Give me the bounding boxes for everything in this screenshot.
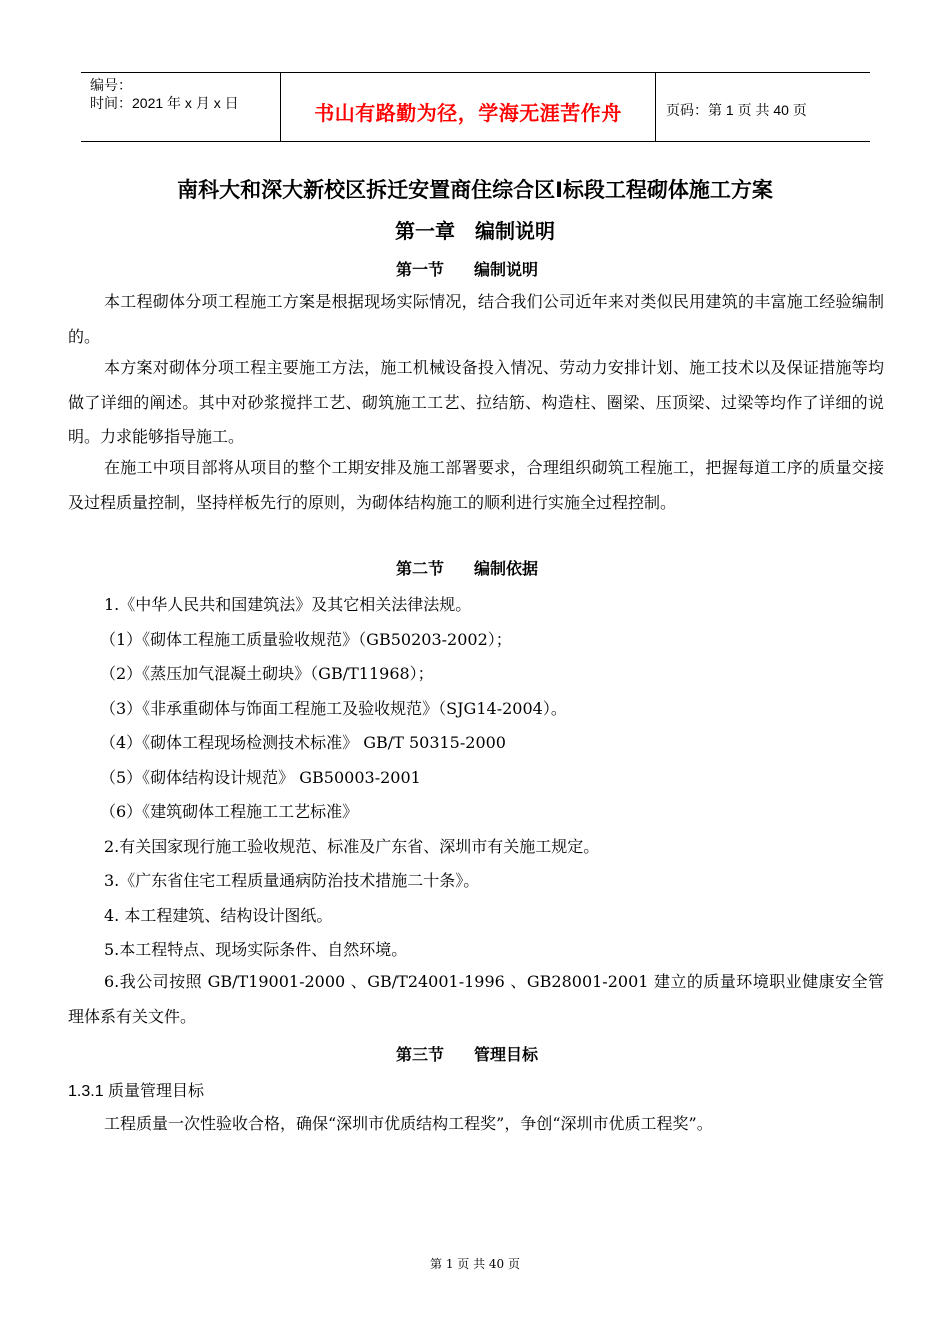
page-footer: 第 1 页 共 40 页 — [430, 1257, 520, 1271]
section-heading-3 — [396, 1042, 538, 1065]
chapter-heading: 第一章 编制说明 — [395, 221, 555, 243]
paragraph-3: 在施工中项目部将从项目的整个工期安排及施工部署要求，合理组织砌筑工程施工，把握每道工序的质量交接及过程质量控制，坚持样板先行的原则，为砌体结构施工的顺利进行实施全过程控制。 — [68, 458, 884, 512]
header-motto-cell — [281, 73, 656, 141]
section-2-number: 第二节 — [396, 561, 445, 578]
section-3-name: 管理目标 — [474, 1047, 539, 1064]
basis-sub-5: （5）《砌体结构设计规范》 GB50003-2001 — [100, 768, 421, 787]
paragraph-1: 本工程砌体分项工程施工方案是根据现场实际情况，结合我们公司近年来对类似民用建筑的丰富施工经验编制的。 — [68, 292, 884, 346]
basis-item-4: 4. 本工程建筑、结构设计图纸。 — [104, 906, 333, 925]
basis-sub-4: （4）《砌体工程现场检测技术标准》 GB/T 50315-2000 — [100, 733, 506, 752]
header-page-code: 页码：第 1 页 共 40 页 — [666, 102, 807, 118]
paragraph-4: 工程质量一次性验收合格，确保“深圳市优质结构工程奖”，争创“深圳市优质工程奖”。 — [104, 1114, 713, 1133]
header-page-cell — [656, 73, 870, 141]
paragraph-2: 本方案对砌体分项工程主要施工方法，施工机械设备投入情况、劳动力安排计划、施工技术以及保证措施等均做了详细的阐述。其中对砂浆搅拌工艺、砌筑施工工艺、拉结筋、构造柱、圈梁、压顶梁、过梁等均作了详细的说明。力求能够指导施工。 — [68, 358, 884, 446]
basis-item-6: 6.我公司按照 GB/T19001-2000 、GB/T24001-1996 、GB28001-2001 建立的质量环境职业健康安全管理体系有关文件。 — [68, 972, 884, 1026]
time-label: 时间：2021 年 x 月 x 日 — [90, 95, 239, 111]
number-label: 编号： — [90, 77, 132, 93]
document-title: 南科大和深大新校区拆迁安置商住综合区Ⅰ标段工程砌体施工方案 — [177, 179, 773, 202]
header-meta — [81, 73, 281, 141]
basis-sub-6: （6）《建筑砌体工程施工工艺标准》 — [100, 802, 359, 821]
section-1-name: 编制说明 — [474, 262, 539, 279]
basis-sub-3: （3）《非承重砌体与饰面工程施工及验收规范》（SJG14-2004）。 — [100, 699, 567, 718]
quality-goal-heading: 1.3.1 质量管理目标 — [68, 1083, 205, 1100]
section-1-number: 第一节 — [396, 262, 445, 279]
basis-sub-1: （1）《砌体工程施工质量验收规范》（GB50203-2002）； — [100, 630, 512, 649]
basis-sub-2: （2）《蒸压加气混凝土砌块》（GB/T11968）； — [100, 664, 434, 683]
basis-item-2: 2.有关国家现行施工验收规范、标准及广东省、深圳市有关施工规定。 — [104, 837, 600, 856]
page-header — [81, 72, 870, 142]
section-2-name: 编制依据 — [474, 561, 539, 578]
basis-item-1: 1.《中华人民共和国建筑法》及其它相关法律法规。 — [104, 595, 472, 614]
basis-item-5: 5.本工程特点、现场实际条件、自然环境。 — [104, 940, 408, 959]
section-3-number: 第三节 — [396, 1047, 445, 1064]
header-motto: 书山有路勤为径，学海无涯苦作舟 — [314, 101, 622, 125]
section-heading-1 — [396, 257, 538, 280]
section-heading-2 — [396, 556, 538, 579]
basis-item-3: 3.《广东省住宅工程质量通病防治技术措施二十条》。 — [104, 871, 480, 890]
